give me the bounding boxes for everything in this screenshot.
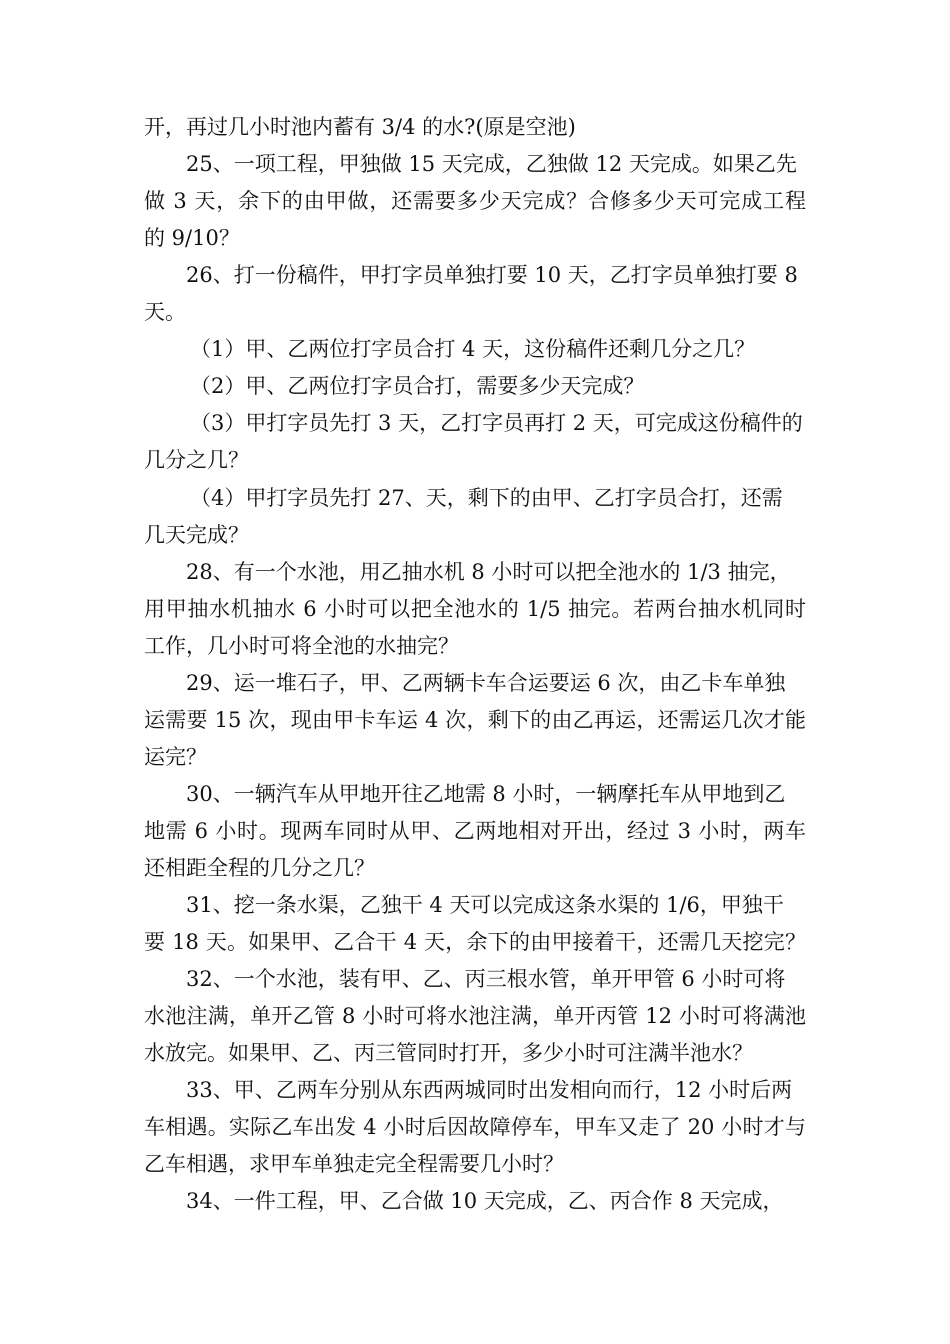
text-line: 车相遇。实际乙车出发 4 小时后因故障停车，甲车又走了 20 小时才与 [144, 1115, 806, 1140]
text-line: 做 3 天，余下的由甲做，还需要多少天完成？合修多少天可完成工程 [144, 189, 806, 214]
text-line: （2）甲、乙两位打字员合打，需要多少天完成？ [190, 374, 645, 399]
text-line: 28、有一个水池，用乙抽水机 8 小时可以把全池水的 1/3 抽完， [186, 559, 791, 584]
text-line: 运完？ [144, 744, 207, 769]
text-line: （1）甲、乙两位打字员合打 4 天，这份稿件还剩几分之几？ [190, 337, 756, 362]
text-line: 要 18 天。如果甲、乙合干 4 天，余下的由甲接着干，还需几天挖完？ [144, 930, 806, 955]
text-line: 30、一辆汽车从甲地开往乙地需 8 小时，一辆摩托车从甲地到乙 [186, 781, 786, 806]
text-line: 31、挖一条水渠，乙独干 4 天可以完成这条水渠的 1/6，甲独干 [186, 893, 784, 918]
text-line: 水放完。如果甲、乙、丙三管同时打开，多少小时可注满半池水？ [144, 1041, 753, 1066]
text-line: 的 9/10？ [144, 226, 240, 251]
text-line: 32、一个水池，装有甲、乙、丙三根水管，单开甲管 6 小时可将 [186, 967, 786, 992]
text-line: 乙车相遇，求甲车单独走完全程需要几小时？ [144, 1152, 564, 1177]
text-line: 地需 6 小时。现两车同时从甲、乙两地相对开出，经过 3 小时，两车 [144, 818, 806, 843]
text-line: 33、甲、乙两车分别从东西两城同时出发相向而行，12 小时后两 [186, 1078, 793, 1103]
text-line: 几分之几？ [144, 448, 249, 473]
text-line: 用甲抽水机抽水 6 小时可以把全池水的 1/5 抽完。若两台抽水机同时 [144, 596, 806, 621]
text-line: 水池注满，单开乙管 8 小时可将水池注满，单开丙管 12 小时可将满池 [144, 1004, 806, 1029]
text-line: 34、一件工程，甲、乙合做 10 天完成，乙、丙合作 8 天完成， [186, 1189, 784, 1214]
text-line: 天。 [144, 300, 186, 325]
text-line: 还相距全程的几分之几？ [144, 856, 375, 880]
text-line: 29、运一堆石子，甲、乙两辆卡车合运要运 6 次，由乙卡车单独 [186, 670, 786, 695]
text-line: 26、打一份稿件，甲打字员单独打要 10 天，乙打字员单独打要 8 [186, 263, 798, 288]
text-line: 25、一项工程，甲独做 15 天完成，乙独做 12 天完成。如果乙先 [186, 152, 797, 177]
text-line: 开，再过几小时池内蓄有 3/4 的水?(原是空池) [144, 115, 576, 139]
text-line: 工作，几小时可将全池的水抽完？ [144, 633, 459, 658]
text-line: 运需要 15 次，现由甲卡车运 4 次，剩下的由乙再运，还需运几次才能 [144, 707, 806, 732]
text-line: （3）甲打字员先打 3 天，乙打字员再打 2 天，可完成这份稿件的 [190, 411, 803, 436]
text-line: （4）甲打字员先打 27、天，剩下的由甲、乙打字员合打，还需 [190, 485, 783, 510]
text-line: 几天完成？ [144, 522, 249, 547]
